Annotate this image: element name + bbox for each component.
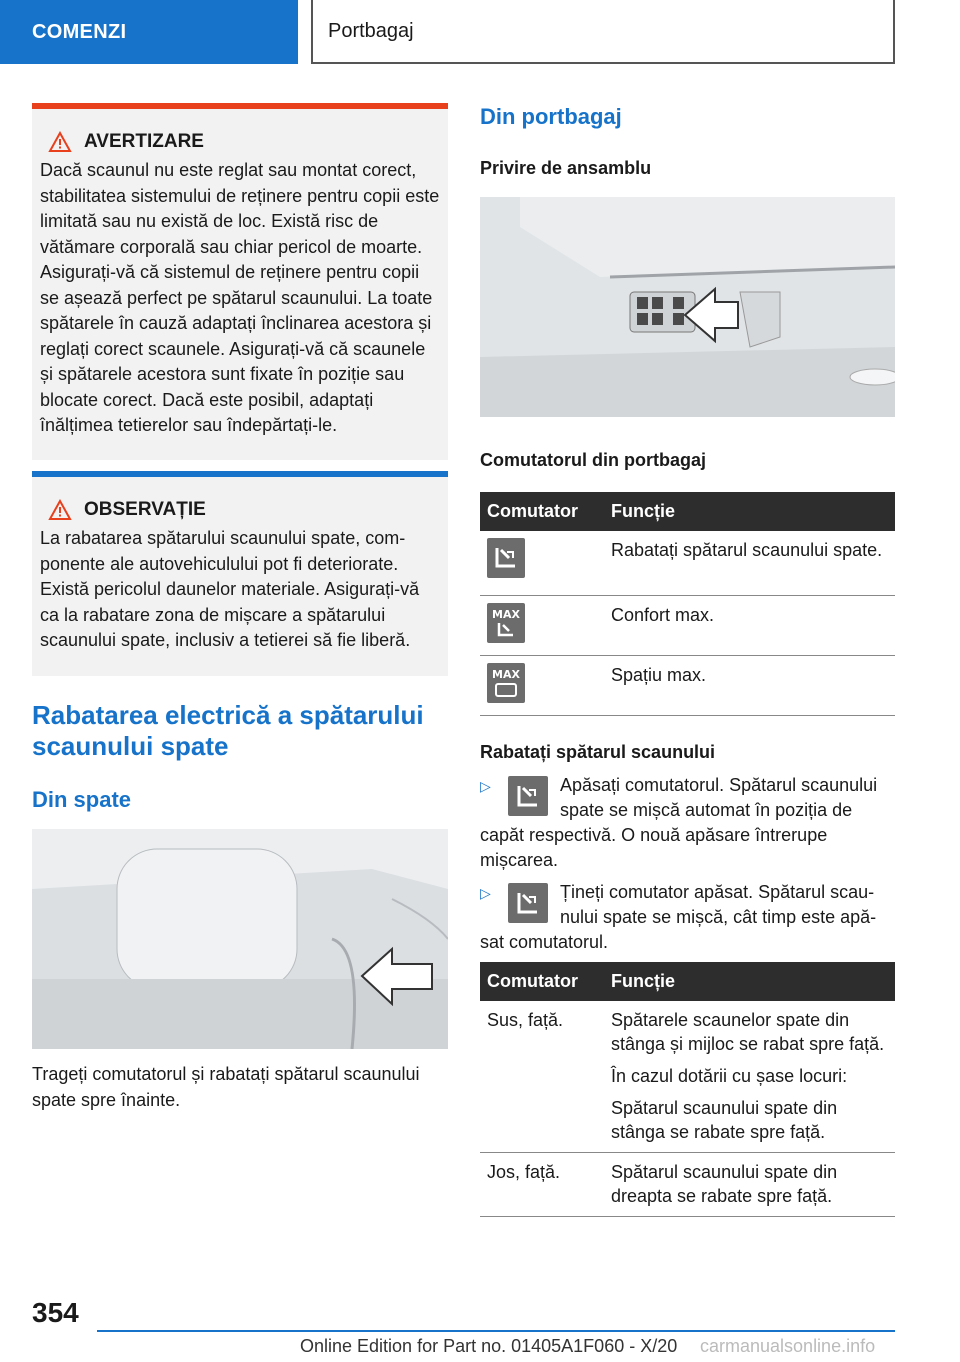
footer-divider [97,1330,895,1332]
switch-cell: Sus, față. [480,1001,604,1153]
svg-text:MAX: MAX [492,667,520,681]
seat-fold-icon [487,538,525,578]
function-cell: Rabatați spătarul scaunului spate. [604,531,895,595]
max-comfort-icon [487,603,525,643]
section-label: COMENZI [32,20,127,43]
warning-title: AVERTIZARE [84,131,204,152]
caution-icon [48,499,72,521]
col-header-switch: Comutator [480,962,604,1001]
col-header-switch: Comutator [480,492,604,531]
col-header-function: Funcție [604,492,895,531]
col-header-function: Funcție [604,962,895,1001]
note-title: OBSERVAȚIE [84,499,206,520]
rear-caption: Trageți comutatorul și rabatați spătarul scaunului spate spre înainte. [32,1064,420,1110]
table-row [480,1153,895,1217]
bullet-triangle-icon: ▷ [480,885,491,901]
seat-fold-icon [508,883,548,923]
bullet-triangle-icon: ▷ [480,778,491,794]
table-row [480,655,895,715]
direction-table [480,962,895,1217]
function-cell: Confort max. [604,595,895,655]
trunk-photo [480,197,895,417]
topic-tab [311,0,895,64]
section-heading: Rabatarea electrică a spătarului scaunului spate [32,700,424,761]
fold-title: Rabatați spătarul scaunului [480,742,716,762]
function-text: Spătarele scaunelor spate din stânga și mijloc se rabat spre față. [611,1010,885,1054]
subsection-heading-trunk: Din portbagaj [480,104,622,129]
function-text: Spătarul scaunului spate din dreapta se rabate spre față. [611,1162,838,1206]
bullet-text: Apăsați comutatorul. Spătarul scaunului spate se mișcă automat în poziția de capăt respectivă. O nouă apăsare întrerupe mișcarea. [480,775,878,870]
note-text: La rabatarea spătarului scaunului spate, com-ponente ale autovehiculului pot fi deteriorate. Există pericolul daunelor materiale. Asigurați-vă ca la rabatare zona de mișcare a spătarului scaunului spate, inclusiv a tetierei să fie liberă. [40,528,420,650]
bullet-text: Țineți comutator apăsat. Spătarul scau-nului spate se mișcă, cât timp este apă-sat comutatorul. [480,882,877,952]
switch-table-title: Comutatorul din portbagaj [480,450,706,470]
note-box [32,471,448,676]
function-cell: Spațiu max. [604,655,895,715]
function-text: În cazul dotării cu șase locuri: [611,1066,848,1086]
warning-text: Dacă scaunul nu este reglat sau montat corect, stabilitatea sistemului de reținere pentru copii este limitată sau nu există de loc. Există risc de vătămare corporală sau chiar pericol de moarte. Asigurați-vă că sistemul de reținere pentru copii se așează perfect pe spătarul scaunului. La toate spătarele în cauză adaptați înclinarea acestora și reglați corect scaunele. Asigurați-vă că scaunele și spătarele acestora sunt fixate în poziție sau blocate corect. Dacă este posibil, adaptați înălțimea tetierelor sau îndepărtați-le. [40,160,440,435]
page-number: 354 [32,1297,79,1328]
watermark: carmanualsonline.info [700,1336,876,1356]
switch-cell: Jos, față. [480,1153,604,1217]
max-space-icon [487,663,525,703]
table-row [480,1001,895,1153]
edition-text: Online Edition for Part no. 01405A1F060 - X/20 [300,1336,678,1356]
warning-icon [48,131,72,153]
switch-table [480,492,895,716]
warning-box [32,103,448,460]
function-text: Spătarul scaunului spate din stânga se rabate spre față. [611,1098,838,1142]
table-row [480,531,895,595]
table-row [480,595,895,655]
svg-text:MAX: MAX [492,607,520,621]
topic-label: Portbagaj [328,19,414,42]
list-item [480,880,895,955]
subsection-heading-rear: Din spate [32,787,132,812]
list-item [480,773,895,873]
overview-label: Privire de ansamblu [480,158,652,178]
seat-fold-icon [508,776,548,816]
rear-seat-photo [32,829,448,1049]
section-tab[interactable] [0,0,298,64]
